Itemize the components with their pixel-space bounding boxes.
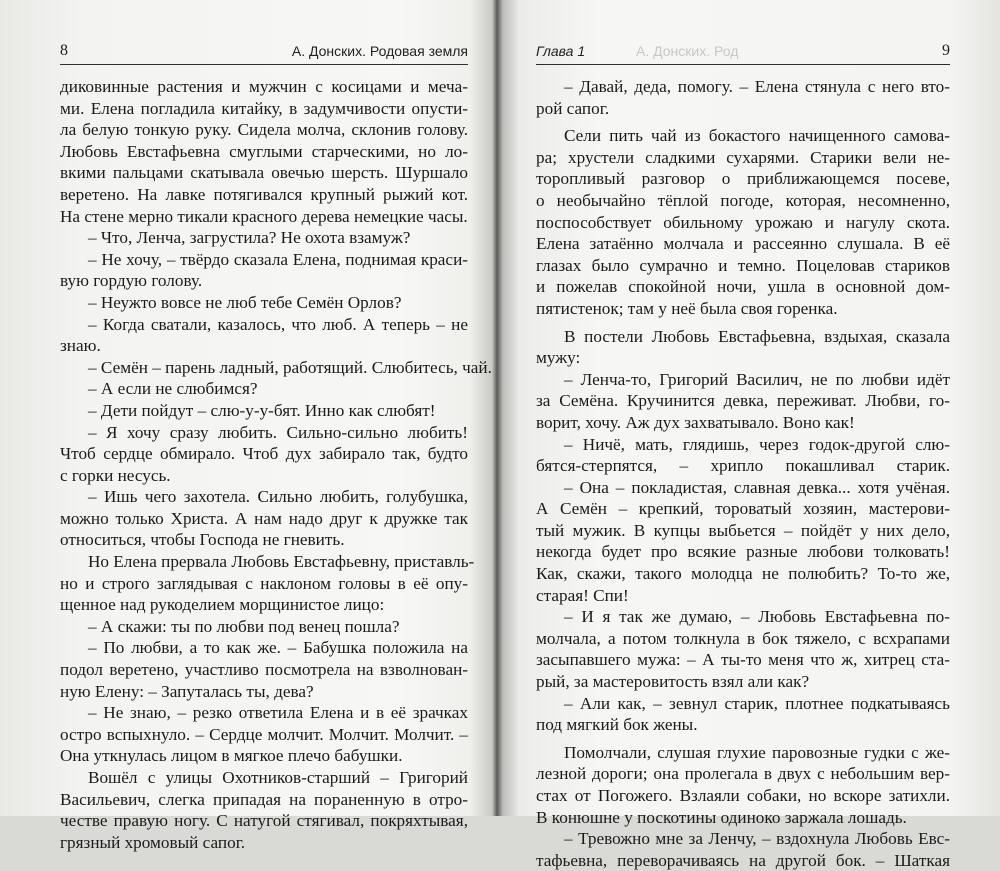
- text-line: – Дети пойдут – слю-у-у-бят. Инно как слюбят!: [88, 400, 436, 420]
- text-line: старая! Спи!: [536, 585, 629, 605]
- text-line: торопливый разговор о приближающемся посеве,: [536, 169, 950, 189]
- text-line: Сели пить чай из бокастого начищенного самова-: [564, 126, 950, 146]
- text-line: – Ишь чего захотела. Сильно любить, голубушка,: [88, 487, 468, 507]
- text-line: щенное над рукоделием морщинистое лицо:: [60, 595, 385, 615]
- text-line: – Ничё, мать, глядишь, через годок-другой слю-: [564, 434, 950, 454]
- text-line: веретено. На лавке потягивался крупный рыжий кот.: [60, 184, 468, 204]
- text-line: под мягкий бок жены.: [536, 715, 698, 735]
- text-line: – Семён – парень ладный, работящий. Слюбитесь, чай.: [88, 357, 492, 377]
- left-page: [0, 0, 492, 852]
- text-line: – Тревожно мне за Ленчу, – вздохнула Любовь Евс-: [564, 829, 950, 849]
- text-line: некогда будет про всякие разные любови толковать!: [536, 542, 950, 562]
- text-line: относиться, чтобы Господа не гневить.: [60, 530, 345, 550]
- text-line: – Когда сватали, казалось, что люб. А теперь – не: [88, 314, 468, 334]
- text-line: – Не хочу, – твёрдо сказала Елена, поднимая краси-: [88, 249, 468, 269]
- text-line: ла белую тонкую руку. Сидела молча, склонив голову.: [60, 120, 468, 140]
- text-line: диковинные растения и мужчин с косицами и меча-: [60, 77, 468, 96]
- text-line: честве правую ногу. С натугой стягивал, покряхтывая,: [60, 811, 468, 831]
- text-line: Любовь Евстафьевна смуглыми старческими, но ло-: [60, 141, 468, 161]
- text-line: с горки несусь.: [60, 465, 171, 485]
- text-line: – Ленча-то, Григорий Василич, не по любви идёт: [564, 369, 950, 389]
- text-line: и пожелав спокойной ночи, ушла в основной дом-: [536, 277, 950, 297]
- right-page: [508, 0, 1000, 870]
- text-line: Елена затаённо молчала и рассеянно слушала. В её: [536, 234, 950, 254]
- text-line: можно только Христа. А нам надо друг к дружке так: [60, 508, 468, 528]
- text-line: подол веретено, участливо посмотрела на взволнован-: [60, 660, 468, 680]
- text-line: Но Елена прервала Любовь Евстафьевну, приставль-: [88, 552, 475, 572]
- text-line: остро вспыхнуло. – Сердце молчит. Молчит. Молчит. –: [60, 724, 468, 744]
- text-line: тый мужик. В купцы выбьется – пойдёт у них дело,: [536, 520, 950, 540]
- running-head: Глава 1: [536, 43, 586, 59]
- text-line: – Я хочу сразу любить. Сильно-сильно любить!: [88, 422, 468, 442]
- text-line: рой сапог.: [536, 98, 610, 118]
- text-line: за Семёна. Кручинится девка, переживат. Любви, го-: [536, 391, 950, 411]
- text-line: лезной дороги; она пролегала в двух с небольшим вер-: [536, 764, 950, 784]
- text-line: – Не знаю, – резко ответила Елена и в её зрачках: [88, 703, 468, 723]
- text-line: Чтоб сердце обмирало. Чтоб дух забирало так, будто: [60, 444, 468, 464]
- text-line: но и строго заглядывая с наклоном головы в её опу-: [60, 573, 468, 593]
- text-line: В постели Любовь Евстафьевна, вздыхая, сказала: [564, 326, 950, 346]
- text-line: – Неужто вовсе не люб тебе Семён Орлов?: [88, 292, 402, 312]
- text-line: глазах было сумрачно и темно. Поцеловав стариков: [536, 255, 950, 275]
- text-line: молчала, а потом толкнула в бок тяжело, с всхрапами: [536, 628, 950, 648]
- text-line: мужу:: [536, 348, 581, 368]
- text-line: засыпавшего мужа: – А ты-то меня что ж, хитрец ста-: [536, 650, 950, 670]
- text-line: Помолчали, слушая глухие паровозные гудки с же-: [564, 742, 950, 762]
- text-line: стах от Погожего. Взлаяли собаки, но вскоре затихли.: [536, 786, 950, 805]
- text-line: Васильевич, слегка припадая на пораненную в отро-: [60, 789, 468, 809]
- text-line: ворит, хочу. Аж дух захватывало. Воно как!: [536, 412, 855, 432]
- page-number: 9: [942, 42, 950, 59]
- text-line: А Семён – крепкий, тороватый хозяин, мастерови-: [536, 499, 950, 519]
- text-line: Вошёл с улицы Охотников-старший – Григорий: [88, 768, 468, 787]
- text-line: – Она – покладистая, славная девка... хотя учёная.: [564, 477, 950, 497]
- text-line: – Что, Ленча, загрустила? Не охота взамуж?: [88, 228, 411, 248]
- text-line: – А скажи: ты по любви под венец пошла?: [88, 616, 400, 636]
- text-line: знаю.: [60, 336, 101, 356]
- text-line: – А если не слюбимся?: [88, 379, 258, 399]
- text-line: На стене мерно тикали красного дерева немецкие часы.: [60, 206, 468, 226]
- text-line: ную Елену: – Запуталась ты, дева?: [60, 681, 314, 701]
- left-page-header: [60, 40, 468, 65]
- text-line: рый, за мастеровитость взял али как?: [536, 672, 810, 692]
- page-number: 8: [60, 42, 68, 59]
- show-through-text: А. Донских. Род: [636, 43, 739, 59]
- right-page-text: [536, 76, 950, 871]
- text-line: бятся-стерпятся, – хрипло покашливал старик.: [536, 456, 950, 476]
- text-line: вкими пальцами скатывала овечью шерсть. Шуршало: [60, 163, 468, 183]
- left-page-text: [60, 76, 492, 853]
- text-line: В конюшне у поскотины одиноко заржала лошадь.: [536, 807, 907, 827]
- text-line: – И я так же думаю, – Любовь Евстафьевна по-: [564, 607, 950, 627]
- text-line: – По любви, а то как же. – Бабушка положила на: [88, 638, 468, 658]
- text-line: – Давай, деда, помогу. – Елена стянула с него вто-: [564, 77, 950, 96]
- text-line: Она уткнулась лицом в мягкое плечо бабушки.: [60, 746, 403, 766]
- text-line: поспособствует обильному урожаю и нагулу скота.: [536, 212, 950, 232]
- right-page-header: [536, 40, 950, 65]
- text-line: ра; хрустели сладкими сухарями. Старики вели не-: [536, 147, 950, 167]
- text-line: ми. Елена погладила китайку, в задумчивости опусти-: [60, 98, 468, 118]
- text-line: – Али как, – зевнул старик, плотнее подкатываясь: [564, 693, 950, 713]
- text-line: грязный хромовый сапог.: [60, 832, 246, 852]
- text-line: Как, скажи, такого молодца не полюбить? То-то же,: [536, 564, 950, 584]
- text-line: вую гордую голову.: [60, 271, 203, 291]
- text-line: о необычайно тёплой погоде, которая, несомненно,: [536, 190, 950, 210]
- running-head: А. Донских. Родовая земля: [291, 43, 468, 59]
- text-line: тафьевна, переворачиваясь на другой бок. – Шаткая: [536, 850, 950, 870]
- text-line: пятистенок; там у неё была своя горенка.: [536, 298, 838, 318]
